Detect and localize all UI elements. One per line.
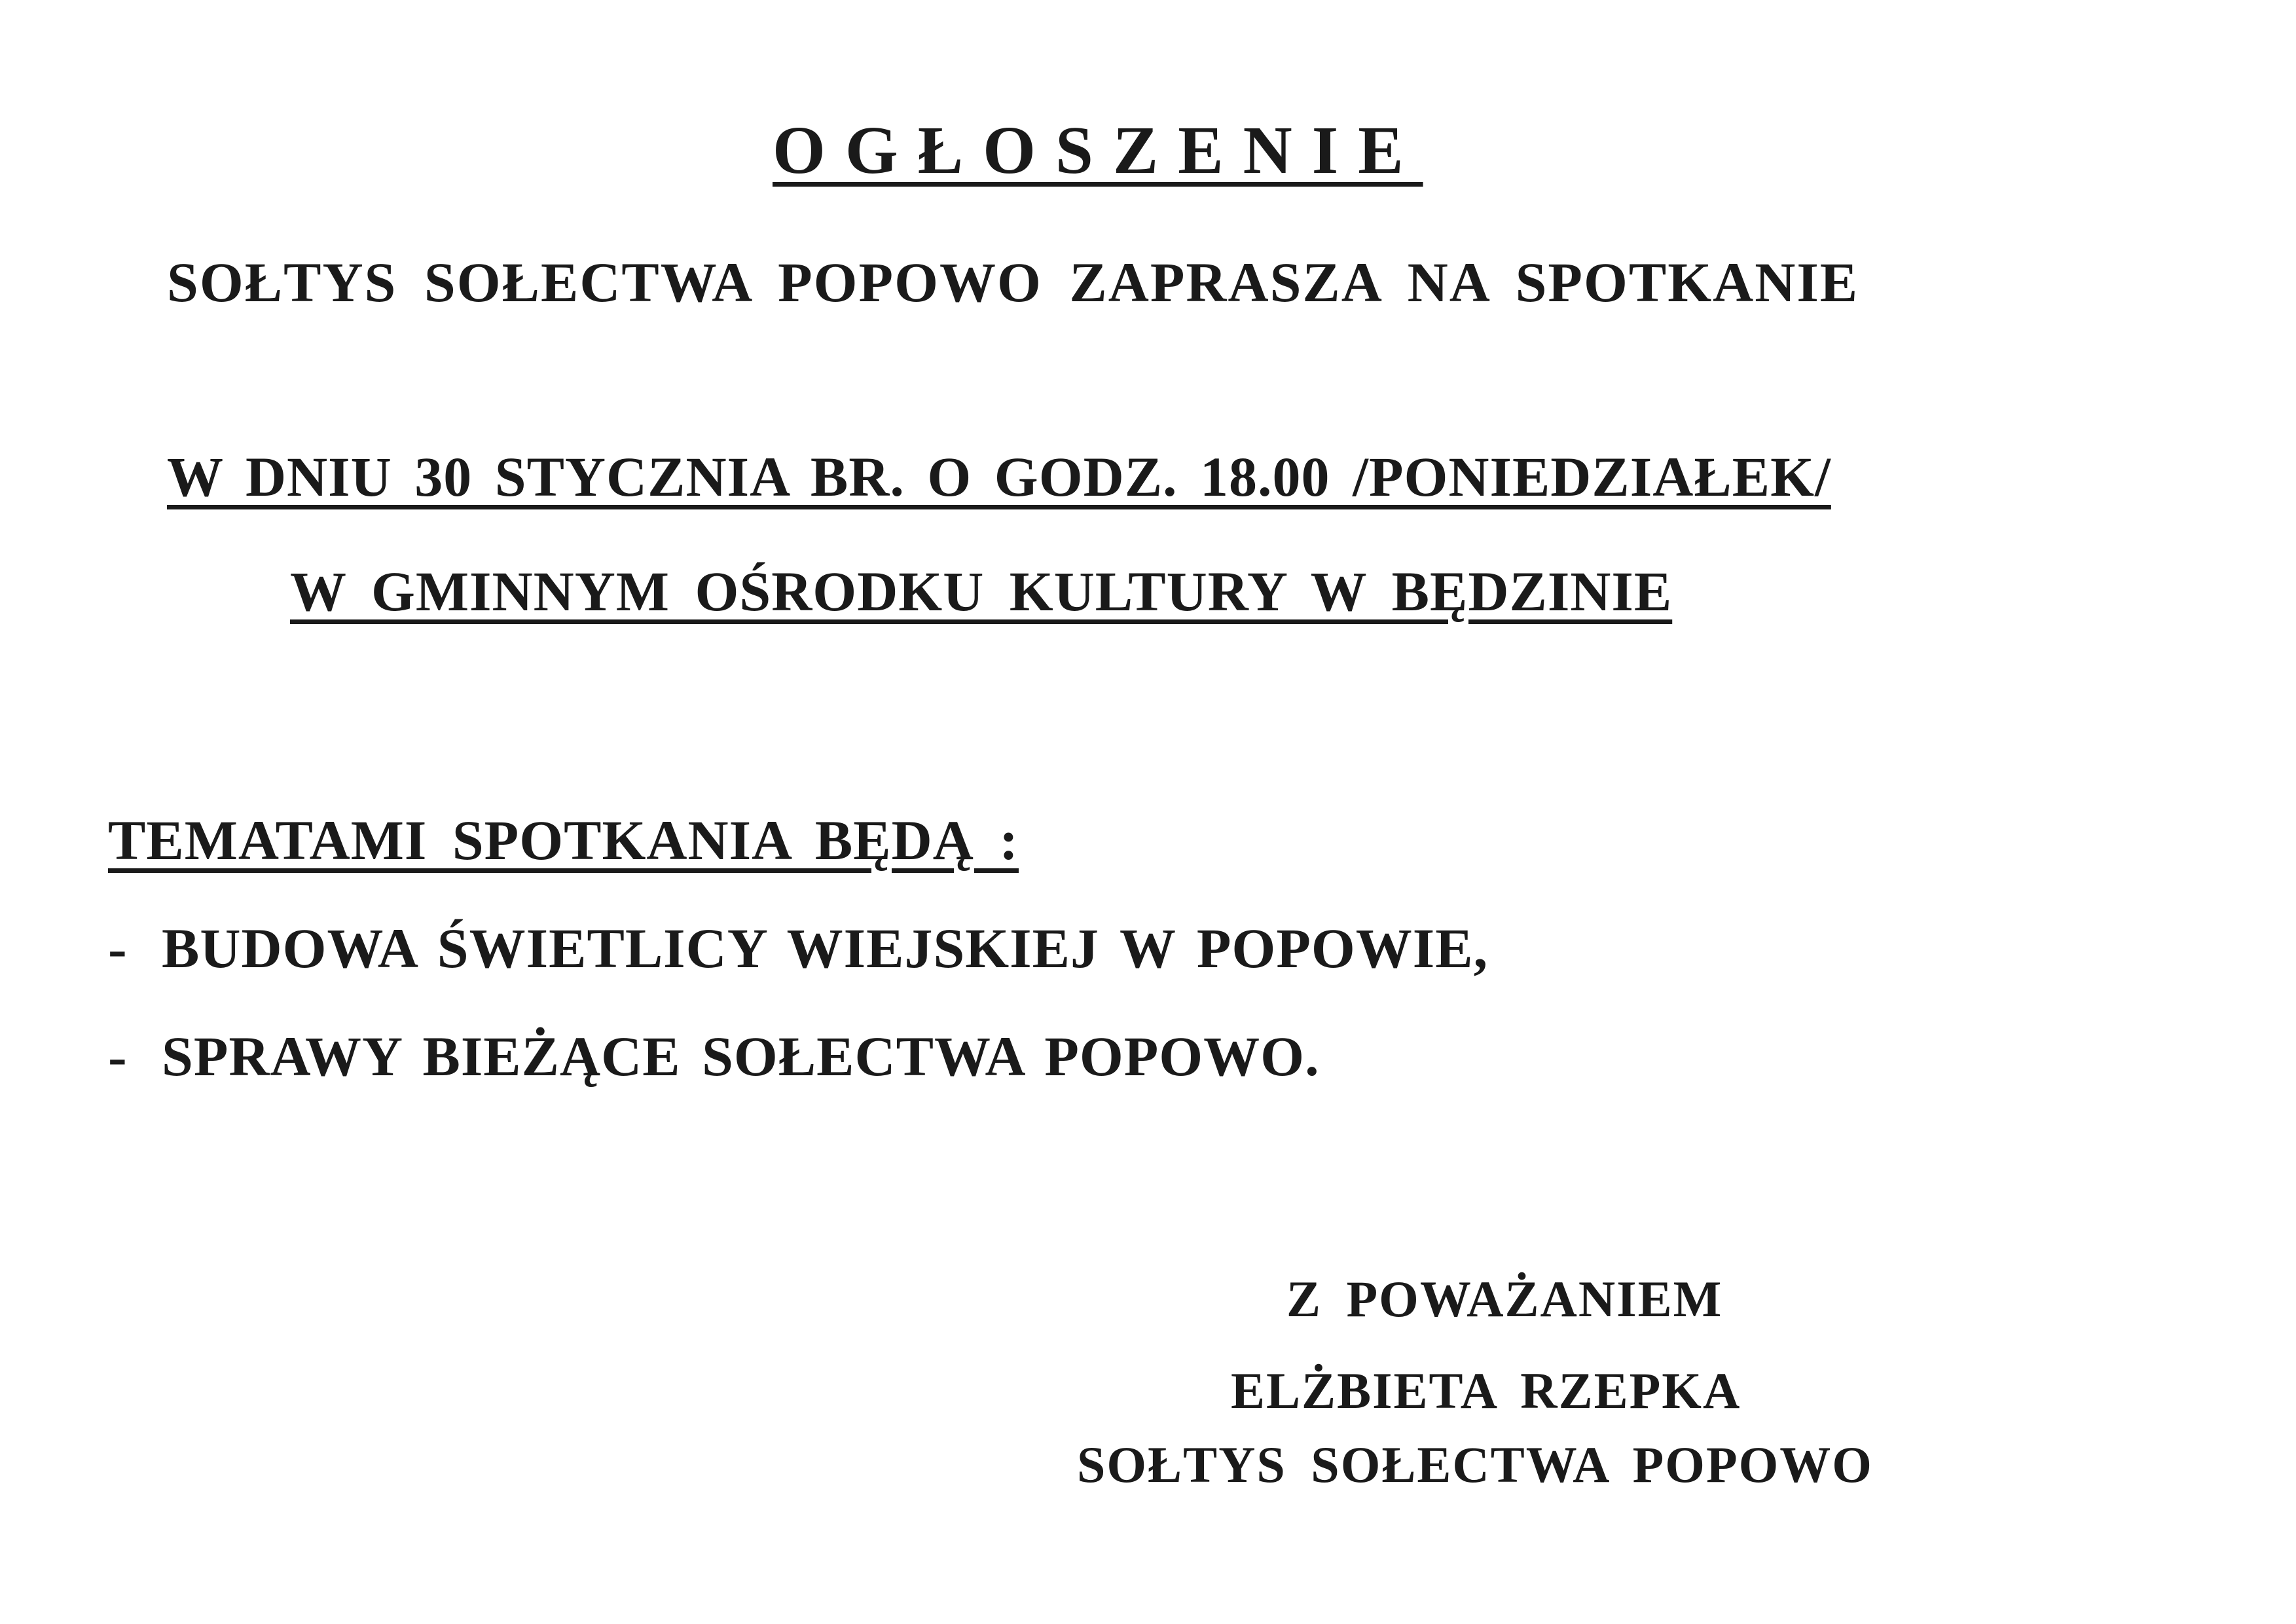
invitation-text: SOŁTYS SOŁECTWA POPOWO ZAPRASZA NA SPOTKANIE: [167, 251, 1859, 314]
topic-bullet: -: [108, 1025, 128, 1088]
closing-phrase: Z POWAŻANIEM: [1286, 1270, 1723, 1327]
meeting-place: W GMINNYM OŚRODKU KULTURY W BĘDZINIE: [290, 560, 1673, 623]
topic-text: BUDOWA ŚWIETLICY WIEJSKIEJ W POPOWIE,: [162, 917, 1489, 980]
signer-name: ELŻBIETA RZEPKA: [1231, 1362, 1741, 1419]
topics-heading: TEMATAMI SPOTKANIA BĘDĄ :: [108, 809, 1019, 872]
signer-title: SOŁTYS SOŁECTWA POPOWO: [1077, 1436, 1873, 1493]
meeting-date: W DNIU 30 STYCZNIA BR. O GODZ. 18.00 /PONIEDZIAŁEK/: [167, 445, 1831, 508]
announcement-title: OGŁOSZENIE: [773, 113, 1423, 188]
topic-text: SPRAWY BIEŻĄCE SOŁECTWA POPOWO.: [162, 1025, 1320, 1088]
topic-bullet: -: [108, 917, 128, 980]
topic-item: [108, 917, 1489, 980]
topic-item: [108, 1025, 1320, 1088]
